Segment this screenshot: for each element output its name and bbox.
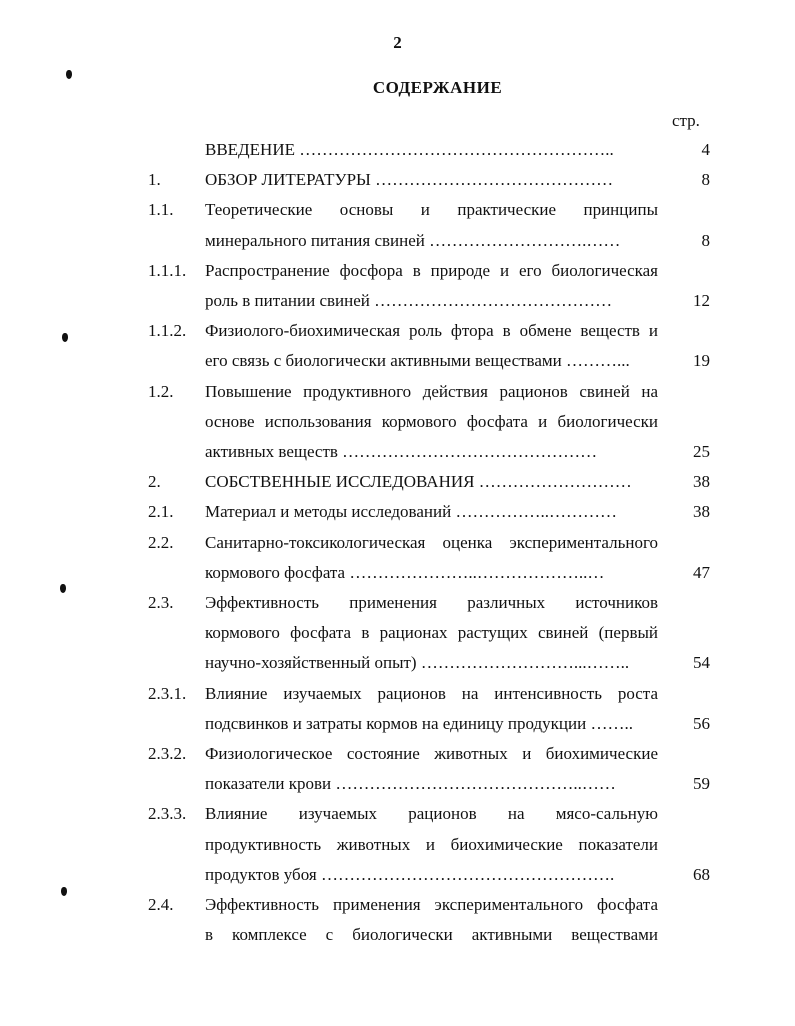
scan-speck bbox=[66, 70, 72, 79]
toc-entry-text: Физиологическое состояние животных и биохимические bbox=[205, 744, 658, 763]
toc-entry-text: ОБЗОР ЛИТЕРАТУРЫ …………………………………… bbox=[205, 170, 614, 190]
toc-entry-text: роль в питании свиней …………………………………… bbox=[205, 291, 613, 310]
toc-line bbox=[0, 139, 795, 161]
toc-entry-number: 2. bbox=[148, 472, 161, 492]
toc-page-number: 59 bbox=[693, 774, 710, 794]
toc-line bbox=[0, 260, 795, 282]
toc-entry-number: 1.1. bbox=[148, 200, 174, 220]
page-number: 2 bbox=[393, 33, 402, 52]
toc-entry-number: 2.3.2. bbox=[148, 744, 187, 763]
toc-line bbox=[0, 652, 795, 674]
toc-line bbox=[0, 320, 795, 342]
toc-line bbox=[0, 350, 795, 372]
toc-entry-text: Санитарно-токсикологическая оценка экспериментального bbox=[205, 532, 658, 552]
toc-entry-text: СОБСТВЕННЫЕ ИССЛЕДОВАНИЯ ……………………… bbox=[205, 472, 632, 492]
toc-entry-text: Материал и методы исследований ……………..………… bbox=[205, 502, 617, 522]
page-title: СОДЕРЖАНИЕ bbox=[372, 78, 503, 97]
toc-entry-text: Эффективность применения экспериментального фосфата bbox=[205, 895, 658, 914]
toc-line bbox=[0, 441, 795, 463]
toc-entry-number: 1.1.2. bbox=[148, 321, 187, 341]
toc-entry-text: Теоретические основы и практические принципы bbox=[205, 200, 658, 220]
toc-page-number: 4 bbox=[701, 140, 710, 159]
toc-page-number: 8 bbox=[701, 230, 710, 250]
toc-page-number: 47 bbox=[693, 562, 710, 582]
toc-line bbox=[0, 894, 795, 916]
toc-entry-number: 1.2. bbox=[148, 381, 174, 401]
toc-page-number: 38 bbox=[693, 472, 710, 492]
toc-entry-number: 2.3. bbox=[148, 593, 174, 612]
toc-line bbox=[0, 169, 795, 191]
toc-line bbox=[0, 622, 795, 644]
toc-line bbox=[0, 713, 795, 735]
toc-line bbox=[0, 803, 795, 825]
toc-line bbox=[0, 592, 795, 614]
toc-entry-text: подсвинков и затраты кормов на единицу продукции …….. bbox=[205, 713, 633, 733]
toc-entry-text: Влияние изучаемых рационов на интенсивность роста bbox=[205, 683, 658, 703]
toc-entry-text: Физиолого-биохимическая роль фтора в обмене веществ и bbox=[205, 321, 658, 341]
toc-page-number: 8 bbox=[701, 170, 710, 190]
toc-entry-text: в комплексе с биологически активными веществами bbox=[205, 925, 658, 945]
toc-line bbox=[0, 562, 795, 584]
toc-page-number: 12 bbox=[693, 291, 710, 310]
toc-entry-text: основе использования кормового фосфата и биологически bbox=[205, 411, 658, 431]
toc-line bbox=[0, 773, 795, 795]
toc-line bbox=[0, 924, 795, 946]
toc-line bbox=[0, 199, 795, 221]
toc-entry-number: 1. bbox=[148, 170, 161, 190]
toc-entry-number: 2.2. bbox=[148, 532, 174, 552]
toc-entry-text: Влияние изучаемых рационов на мясо-сальную bbox=[205, 804, 658, 824]
toc-entry-number: 2.4. bbox=[148, 895, 174, 914]
toc-line bbox=[0, 864, 795, 886]
toc-entry-text: продуктов убоя ……………………………………………. bbox=[205, 864, 615, 884]
toc-entry-text: показатели крови ……………………………………..…… bbox=[205, 774, 616, 794]
toc-entry-number: 2.3.1. bbox=[148, 683, 187, 703]
toc-entry-text: кормового фосфата в рационах растущих свиней (первый bbox=[205, 623, 658, 643]
toc-line bbox=[0, 683, 795, 705]
toc-line bbox=[0, 381, 795, 403]
toc-entry-text: кормового фосфата …………………..………………..… bbox=[205, 562, 605, 582]
toc-line bbox=[0, 834, 795, 856]
toc-line bbox=[0, 411, 795, 433]
page-column-label: стр. bbox=[672, 111, 700, 130]
toc-line bbox=[0, 501, 795, 523]
toc-entry-number: 2.3.3. bbox=[148, 804, 187, 824]
toc-page-number: 25 bbox=[693, 442, 710, 461]
toc-line bbox=[0, 743, 795, 765]
toc-entry-text: его связь с биологически активными веществами ………... bbox=[205, 351, 630, 371]
toc-entry-text: Распространение фосфора в природе и его биологическая bbox=[205, 260, 658, 280]
toc-page-number: 68 bbox=[693, 864, 710, 884]
toc-line bbox=[0, 290, 795, 312]
toc-page-number: 56 bbox=[693, 713, 710, 733]
toc-line bbox=[0, 532, 795, 554]
toc-line bbox=[0, 230, 795, 252]
toc-entry-text: ВВЕДЕНИЕ ……………………………………………….. bbox=[205, 140, 614, 159]
toc-page-number: 38 bbox=[693, 502, 710, 522]
toc-entry-number: 1.1.1. bbox=[148, 260, 187, 280]
toc-page-number: 54 bbox=[693, 653, 710, 673]
toc-page-number: 19 bbox=[693, 351, 710, 371]
toc-entry-text: Эффективность применения различных источников bbox=[205, 593, 658, 612]
toc-entry-text: продуктивность животных и биохимические показатели bbox=[205, 834, 658, 854]
toc-entry-text: научно-хозяйственный опыт) ………………………...…….. bbox=[205, 653, 630, 673]
toc-line bbox=[0, 471, 795, 493]
toc-entry-text: минерального питания свиней ……………………….…… bbox=[205, 230, 621, 250]
toc-entry-text: Повышение продуктивного действия рационов свиней на bbox=[205, 381, 658, 401]
toc-entry-text: активных веществ ……………………………………… bbox=[205, 442, 598, 461]
toc-entry-number: 2.1. bbox=[148, 502, 174, 522]
